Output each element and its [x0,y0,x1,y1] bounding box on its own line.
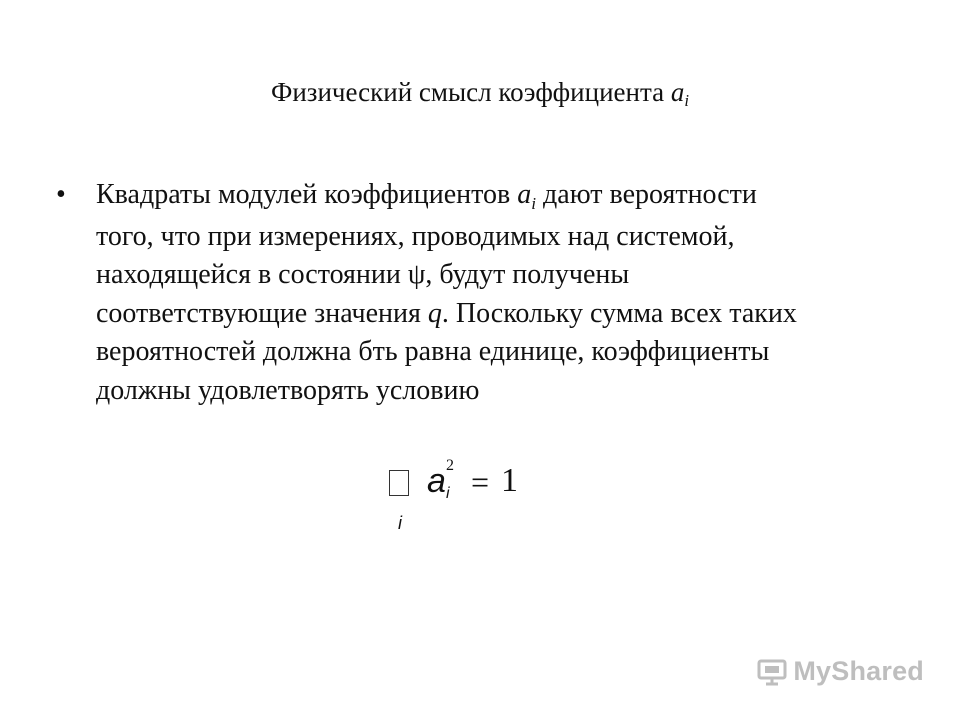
bullet-line-6: должны удовлетворять условию [96,374,480,406]
sum-symbol-placeholder [389,470,409,496]
formula-equals: = [471,464,490,500]
line-1-subscript: i [531,193,537,213]
sum-index: i [398,513,402,533]
line-4-post: . Поскольку сумма всех таких [441,297,797,329]
line-1-pre: Квадраты модулей коэффициентов [96,179,518,210]
line-1-post: дают вероятности [536,179,757,210]
title-variable: a [670,77,685,107]
bullet-line-1 [96,176,916,218]
bullet-line-5: вероятностей должна бть равна единице, коэффициенты [96,336,770,368]
title-subscript: i [684,91,689,111]
presentation-icon [757,658,787,686]
formula-rhs: 1 [501,462,518,499]
line-1-variable: a [517,179,532,210]
formula-variable: a [427,462,446,500]
bullet-line-2: того, что при измерениях, проводимых над системой, [96,220,735,252]
bullet-line-3: находящейся в состоянии ψ, будут получены [96,259,630,291]
bullet-line-4 [96,295,916,334]
title-text: Физический смысл коэффициента [271,77,665,107]
line-4-variable: q [427,297,442,329]
bullet-marker: • [56,179,66,210]
formula-subscript: i [446,485,450,502]
line-4-pre: соответствующие значения [96,297,428,329]
bullet-paragraph [96,176,916,411]
watermark-text: MyShared [793,656,924,686]
slide-title [0,74,960,114]
normalization-formula [377,452,537,542]
formula-superscript: 2 [446,457,454,474]
myshared-watermark [757,656,924,687]
